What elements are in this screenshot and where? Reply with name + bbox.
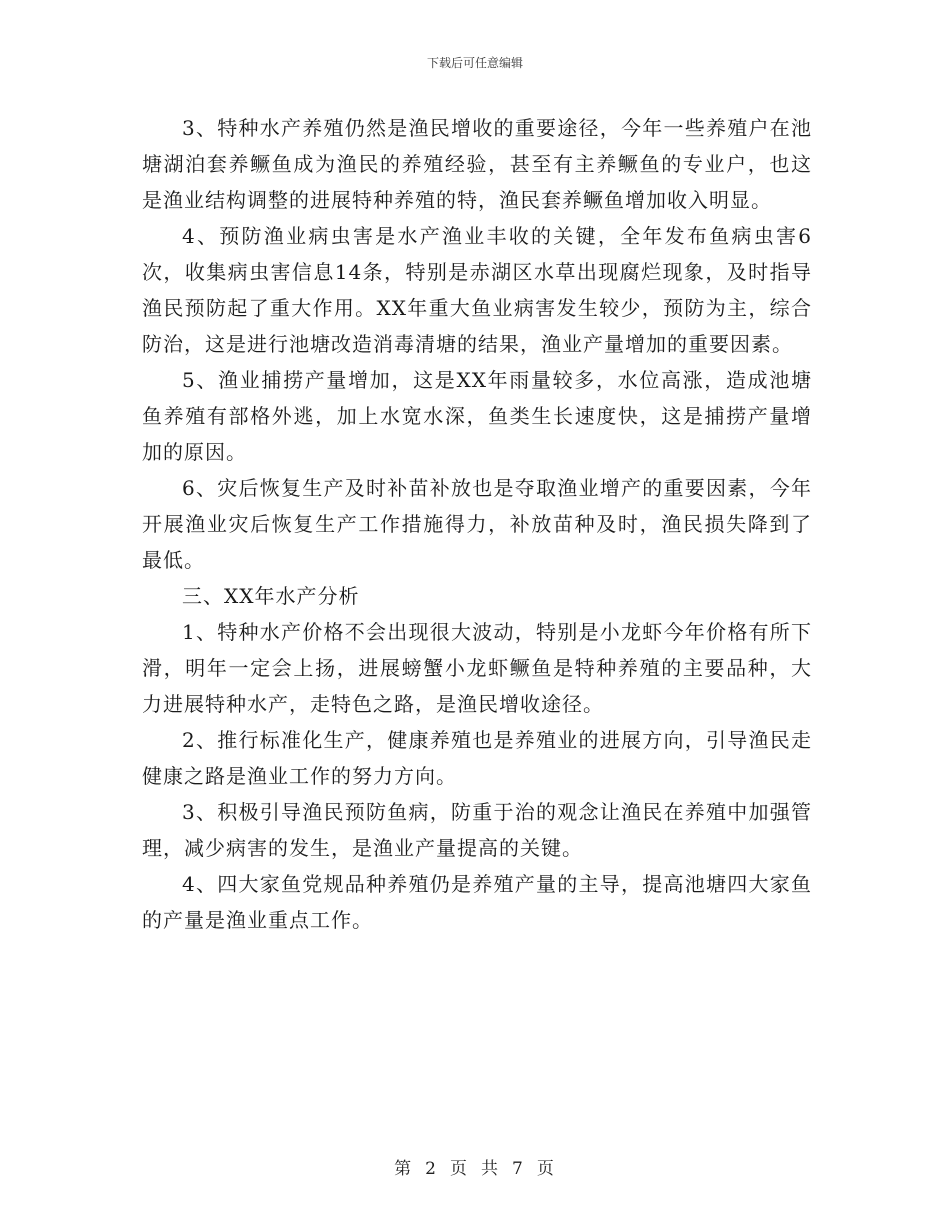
footer-total-suffix: 页 <box>536 1159 556 1179</box>
document-body <box>142 110 812 938</box>
section-heading-3: 三、XX年水产分析 <box>182 584 360 608</box>
total-pages: 7 <box>512 1159 525 1179</box>
footer-prefix: 第 <box>394 1159 414 1179</box>
analysis-item-2: 2、推行标准化生产，健康养殖也是养殖业的进展方向，引导渔民走健康之路是渔业工作的努力方向。 <box>142 728 812 788</box>
page-header-note: 下载后可任意编辑 <box>426 56 523 70</box>
footer-page-word: 页 <box>450 1159 469 1179</box>
analysis-item-1: 1、特种水产价格不会出现很大波动，特别是小龙虾今年价格有所下滑，明年一定会上扬，进展螃蟹小龙虾鳜鱼是特种养殖的主要品种，大力进展特种水产，走特色之路，是渔民增收途径。 <box>142 620 812 716</box>
paragraph-item-6: 6、灾后恢复生产及时补苗补放也是夺取渔业增产的重要因素，今年开展渔业灾后恢复生产工作措施得力，补放苗种及时，渔民损失降到了最低。 <box>142 476 812 572</box>
paragraph-item-5: 5、渔业捕捞产量增加，这是XX年雨量较多，水位高涨，造成池塘鱼养殖有部格外逃，加上水宽水深，鱼类生长速度快，这是捕捞产量增加的原因。 <box>142 368 812 464</box>
paragraph-item-3: 3、特种水产养殖仍然是渔民增收的重要途径，今年一些养殖户在池塘湖泊套养鳜鱼成为渔民的养殖经验，甚至有主养鳜鱼的专业户，也这是渔业结构调整的进展特种养殖的特，渔民套养鳜鱼增加收入明显。 <box>142 116 812 212</box>
analysis-item-4: 4、四大家鱼党规品种养殖仍是养殖产量的主导，提高池塘四大家鱼的产量是渔业重点工作。 <box>142 872 812 932</box>
page-number: 2 <box>425 1159 438 1179</box>
paragraph-item-4: 4、预防渔业病虫害是水产渔业丰收的关键，全年发布鱼病虫害6次，收集病虫害信息14条，特别是赤湖区水草出现腐烂现象，及时指导渔民预防起了重大作用。XX年重大鱼业病害发生较少，预防为主，综合防治，这是进行池塘改造消毒清塘的结果，渔业产量增加的重要因素。 <box>142 224 812 356</box>
analysis-item-3: 3、积极引导渔民预防鱼病，防重于治的观念让渔民在养殖中加强管理，减少病害的发生，是渔业产量提高的关键。 <box>142 800 812 860</box>
page-footer <box>0 1154 950 1179</box>
footer-total-prefix: 共 <box>481 1159 500 1179</box>
